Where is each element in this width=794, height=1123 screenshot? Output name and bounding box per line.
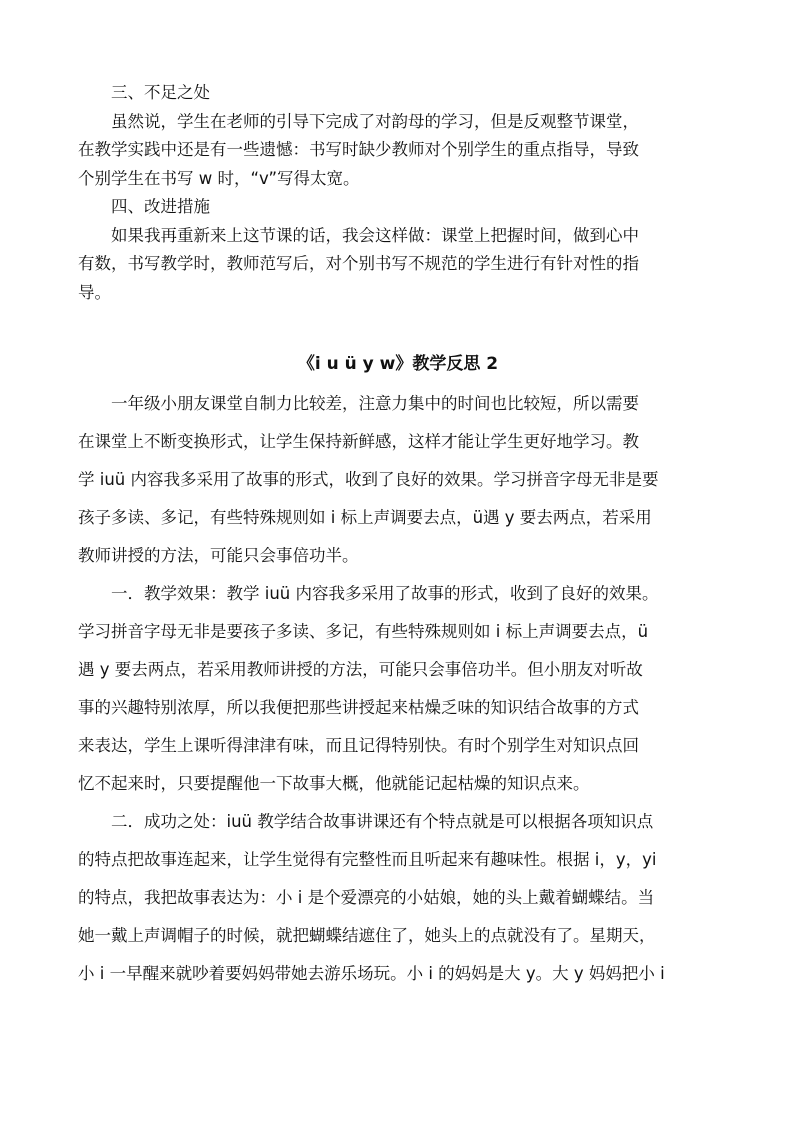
text-line: 她一戴上声调帽子的时候，就把蝴蝶结遮住了，她头上的点就没有了。星期天， xyxy=(78,926,656,945)
text-line: 在课堂上不断变换形式，让学生保持新鲜感，这样才能让学生更好地学习。教 xyxy=(78,432,639,451)
text-line: 的特点把故事连起来，让学生觉得有完整性而且听起来有趣味性。根据 i，y，yi xyxy=(78,850,657,869)
text-line: 学 iuü 内容我多采用了故事的形式，收到了良好的效果。学习拼音字母无非是要 xyxy=(78,470,659,489)
text-line: 在教学实践中还是有一些遗憾：书写时缺少教师对个别学生的重点指导，导致 xyxy=(78,140,639,159)
paragraph-intro xyxy=(78,385,718,575)
text-line: 虽然说，学生在老师的引导下完成了对韵母的学习，但是反观整节课堂， xyxy=(111,111,639,131)
text-line: 的特点，我把故事表达为：小 i 是个爱漂亮的小姑娘，她的头上戴着蝴蝶结。当 xyxy=(78,888,655,907)
text-line: 来表达，学生上课听得津津有味，而且记得特别快。有时个别学生对知识点回 xyxy=(78,736,639,755)
text-line: 导。 xyxy=(78,282,111,302)
text-line: 忆不起来时，只要提醒他一下故事大概，他就能记起枯燥的知识点来。 xyxy=(78,774,590,793)
paragraph-successes xyxy=(78,803,718,993)
article-title: 《i u ü y w》教学反思 2 xyxy=(297,354,499,374)
heading-shortcomings: 三、不足之处 xyxy=(111,83,210,102)
heading-improvements: 四、改进措施 xyxy=(111,197,210,216)
paragraph-teaching-effect xyxy=(78,575,718,803)
section-shortcomings-improvements xyxy=(78,79,718,307)
text-line: 一年级小朋友课堂自制力比较差，注意力集中的时间也比较短，所以需要 xyxy=(111,394,639,413)
text-line: 遇 y 要去两点，若采用教师讲授的方法，可能只会事倍功半。但小朋友对听故 xyxy=(78,660,643,679)
text-line: 个别学生在书写 w 时，“v”写得太宽。 xyxy=(78,168,360,188)
text-line: 有数，书写教学时，教师范写后，对个别书写不规范的学生进行有针对性的指 xyxy=(78,254,639,273)
text-line: 小 i 一早醒来就吵着要妈妈带她去游乐场玩。小 i 的妈妈是大 y。大 y 妈妈把小 i xyxy=(78,964,665,983)
text-line: 孩子多读、多记，有些特殊规则如 i 标上声调要去点，ü遇 y 要去两点，若采用 xyxy=(78,508,652,527)
text-line: 如果我再重新来上这节课的话，我会这样做：课堂上把握时间，做到心中 xyxy=(111,225,639,245)
text-line: 事的兴趣特别浓厚，所以我便把那些讲授起来枯燥乏味的知识结合故事的方式 xyxy=(78,698,639,717)
article-body xyxy=(78,385,718,993)
text-line: 教师讲授的方法，可能只会事倍功半。 xyxy=(78,546,359,565)
text-line: 学习拼音字母无非是要孩子多读、多记，有些特殊规则如 i 标上声调要去点，ü xyxy=(78,622,649,641)
text-line: 二．成功之处：iuü 教学结合故事讲课还有个特点就是可以根据各项知识点 xyxy=(111,812,654,831)
text-line: 一．教学效果：教学 iuü 内容我多采用了故事的形式，收到了良好的效果。 xyxy=(111,584,659,603)
